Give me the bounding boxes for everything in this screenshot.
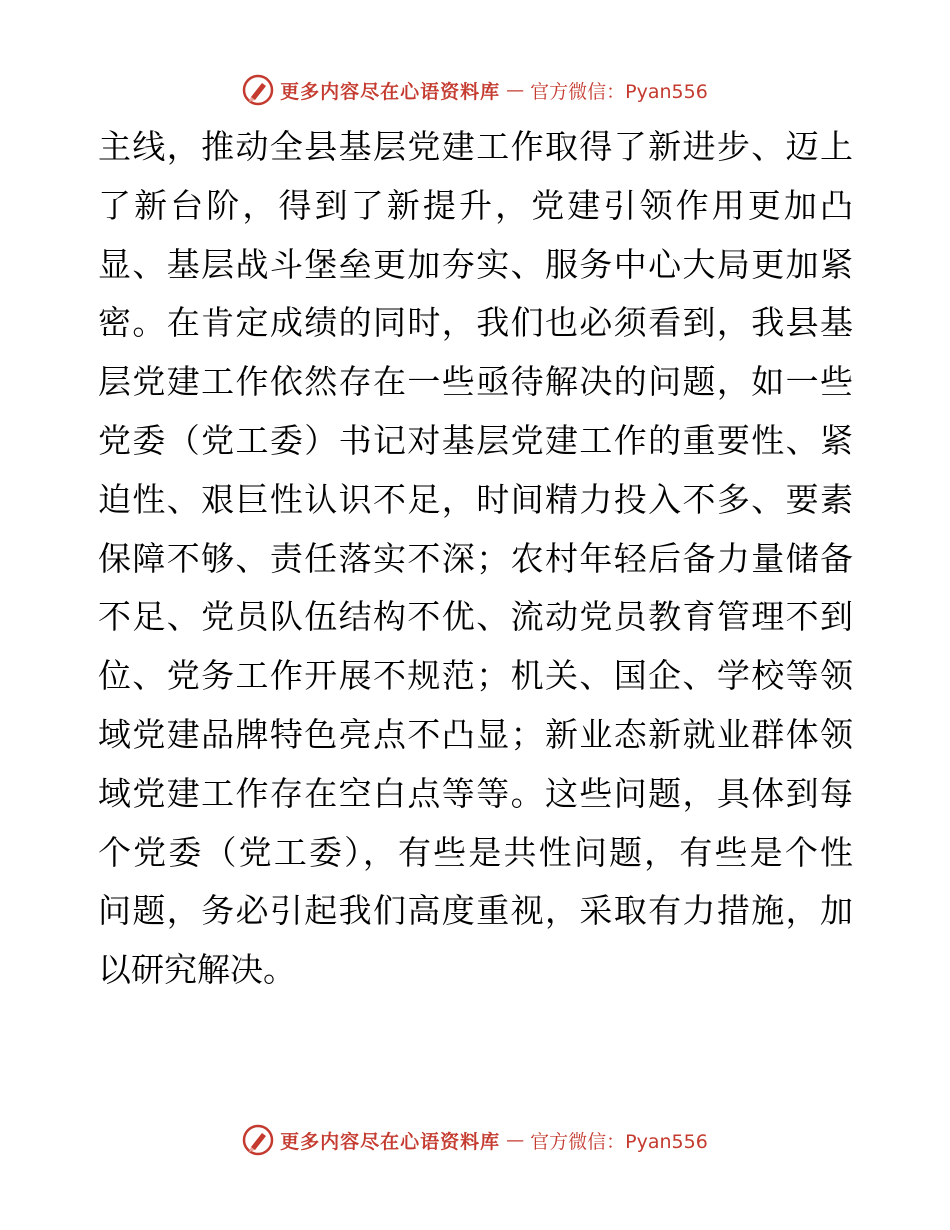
body-line: 问题，务必引起我们高度重视，采取有力措施，加 — [98, 891, 853, 931]
body-line: 主线，推动全县基层党建工作取得了新进步、迈上 — [98, 127, 853, 166]
body-line: 个党委（党工委），有些是共性问题，有些是个性 — [98, 832, 853, 872]
footer-watermark — [0, 1120, 950, 1160]
watermark-contact-text: 官方微信：Pyan556 — [530, 1130, 708, 1153]
body-line: 密。在肯定成绩的同时，我们也必须看到，我县基 — [98, 303, 853, 343]
pen-logo-icon — [242, 74, 274, 106]
body-line: 显、基层战斗堡垒更加夯实、服务中心大局更加紧 — [98, 244, 853, 284]
watermark-dash: — — [506, 1129, 525, 1151]
body-line: 保障不够、责任落实不深；农村年轻后备力量储备 — [98, 538, 853, 578]
body-line: 域党建品牌特色亮点不凸显；新业态新就业群体领 — [98, 714, 853, 754]
body-line: 域党建工作存在空白点等等。这些问题，具体到每 — [98, 773, 853, 813]
header-watermark — [0, 70, 950, 110]
body-line: 不足、党员队伍结构不优、流动党员教育管理不到 — [98, 597, 853, 637]
watermark-main-text: 更多内容尽在心语资料库 — [280, 1130, 501, 1153]
watermark-contact-text: 官方微信：Pyan556 — [530, 80, 708, 103]
body-line: 党委（党工委）书记对基层党建工作的重要性、紧 — [98, 420, 853, 460]
document-body — [98, 118, 853, 1000]
body-line: 以研究解决。 — [98, 950, 296, 990]
body-line: 位、党务工作开展不规范；机关、国企、学校等领 — [98, 656, 853, 696]
watermark-dash: — — [506, 79, 525, 101]
body-line: 层党建工作依然存在一些亟待解决的问题，如一些 — [98, 362, 853, 402]
watermark-main-text: 更多内容尽在心语资料库 — [280, 80, 501, 103]
pen-logo-icon — [242, 1124, 274, 1156]
body-line: 了新台阶，得到了新提升，党建引领作用更加凸 — [98, 185, 853, 225]
body-line: 迫性、艰巨性认识不足，时间精力投入不多、要素 — [98, 479, 853, 519]
